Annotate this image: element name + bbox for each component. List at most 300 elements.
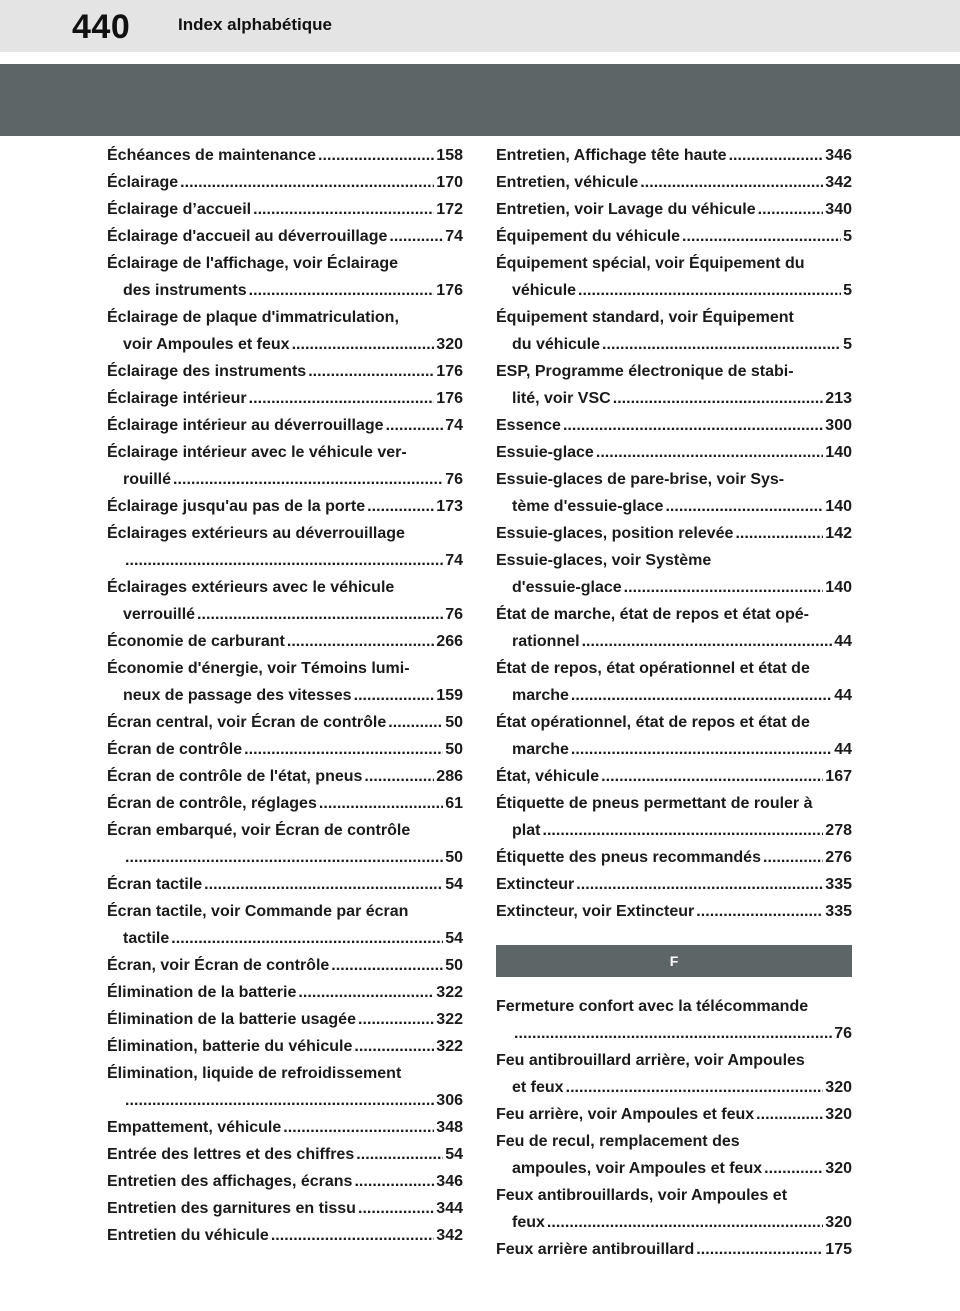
leader-dots	[308, 358, 434, 385]
index-entry-row	[496, 628, 852, 655]
index-entry-line: Économie d'énergie, voir Témoins lumi-	[107, 660, 410, 677]
leader-dots	[696, 898, 823, 925]
index-entry-page: 76	[834, 1025, 852, 1042]
index-entry-page: 213	[825, 390, 852, 407]
index-entry	[107, 196, 463, 223]
index-entry-row	[496, 1209, 852, 1236]
leader-dots	[514, 1020, 832, 1047]
index-entry-row	[496, 277, 852, 304]
leader-dots	[331, 952, 443, 979]
leader-dots	[596, 439, 823, 466]
index-entry-term: des instruments	[123, 282, 247, 299]
index-entry-term: Éclairage	[107, 174, 179, 191]
index-entry-page: 320	[825, 1214, 852, 1231]
index-entry-page: 266	[436, 633, 463, 650]
leader-dots	[180, 169, 434, 196]
page-number: 440	[72, 8, 131, 46]
index-entry-row	[496, 817, 852, 844]
leader-dots	[197, 601, 443, 628]
index-entry	[107, 1222, 463, 1249]
leader-dots	[696, 1236, 823, 1263]
leader-dots	[735, 520, 823, 547]
index-entry-term: Extincteur, voir Extincteur	[496, 903, 695, 920]
index-entry-line: Éclairage intérieur avec le véhicule ver-	[107, 444, 407, 461]
leader-dots	[729, 142, 824, 169]
leader-dots	[364, 763, 434, 790]
index-entry-page: 54	[445, 876, 463, 893]
index-entry-term: verrouillé	[123, 606, 196, 623]
index-entry-term: Éclairage des instruments	[107, 363, 307, 380]
index-entry-row	[107, 1033, 463, 1060]
index-entry-term: Essuie-glaces, position relevée	[496, 525, 734, 542]
leader-dots	[319, 790, 443, 817]
index-entry-term: lité, voir VSC	[512, 390, 611, 407]
index-entry-page: 74	[445, 417, 463, 434]
index-entry-row	[107, 277, 463, 304]
index-entry-page: 320	[436, 336, 463, 353]
index-entry	[107, 358, 463, 385]
leader-dots	[640, 169, 823, 196]
index-entry-row	[107, 1141, 463, 1168]
index-entry-line: Équipement standard, voir Équipement	[496, 309, 794, 326]
index-entry-page: 140	[825, 498, 852, 515]
index-entry-term: Équipement du véhicule	[496, 228, 681, 245]
index-entry-row	[107, 736, 463, 763]
index-entry-row	[496, 439, 852, 466]
leader-dots	[318, 142, 434, 169]
leader-dots	[576, 871, 823, 898]
index-entry-line: Essuie-glaces, voir Système	[496, 552, 712, 569]
index-entry-row	[107, 979, 463, 1006]
index-entry	[496, 304, 852, 358]
index-entry-page: 342	[825, 174, 852, 191]
index-entry-term: Éclairage d'accueil au déverrouillage	[107, 228, 388, 245]
index-entry-row	[107, 952, 463, 979]
index-entry-page: 5	[843, 336, 852, 353]
index-entry-term: Empattement, véhicule	[107, 1119, 282, 1136]
leader-dots	[287, 628, 434, 655]
index-entry-page: 320	[825, 1106, 852, 1123]
leader-dots	[571, 682, 832, 709]
index-entry-page: 44	[834, 741, 852, 758]
index-entry	[496, 1182, 852, 1236]
leader-dots	[204, 871, 443, 898]
index-entry-page: 176	[436, 363, 463, 380]
index-entry	[496, 169, 852, 196]
index-entry	[107, 1195, 463, 1222]
index-entry-line: Éclairage de l'affichage, voir Éclairage	[107, 255, 399, 272]
leader-dots	[624, 574, 824, 601]
index-entry-row	[107, 493, 463, 520]
index-entry-term: Entrée des lettres et des chiffres	[107, 1146, 355, 1163]
leader-dots	[582, 628, 833, 655]
index-entry-line: Étiquette de pneus permettant de rouler à	[496, 795, 813, 812]
index-entry-row	[496, 196, 852, 223]
index-entry	[107, 250, 463, 304]
index-entry-row	[107, 385, 463, 412]
index-entry-line: Écran tactile, voir Commande par écran	[107, 903, 409, 920]
leader-dots	[271, 1222, 434, 1249]
index-entry	[496, 898, 852, 925]
index-section-f	[496, 993, 852, 1263]
index-entry	[496, 412, 852, 439]
index-entry-row	[107, 547, 463, 574]
index-entry-term: Feux arrière antibrouillard	[496, 1241, 695, 1258]
index-entry-line: Feux antibrouillards, voir Ampoules et	[496, 1187, 788, 1204]
section-letter-f: F	[496, 945, 852, 977]
index-entry-term: Entretien des garnitures en tissu	[107, 1200, 356, 1217]
index-entry-page: 348	[436, 1119, 463, 1136]
index-entry-page: 74	[445, 552, 463, 569]
index-entry-term: et feux	[512, 1079, 564, 1096]
index-entry-page: 322	[436, 1038, 463, 1055]
index-entry-term: Écran de contrôle de l'état, pneus	[107, 768, 363, 785]
index-entry	[107, 520, 463, 574]
index-entry	[496, 993, 852, 1047]
leader-dots	[388, 709, 443, 736]
index-entry-term: Entretien, voir Lavage du véhicule	[496, 201, 756, 218]
index-entry	[107, 790, 463, 817]
leader-dots	[367, 493, 434, 520]
leader-dots	[756, 1101, 823, 1128]
index-entry-row	[496, 763, 852, 790]
leader-dots	[542, 817, 823, 844]
section-title: Index alphabétique	[178, 15, 332, 34]
index-entry-page: 340	[825, 201, 852, 218]
index-entry-term: Élimination de la batterie	[107, 984, 297, 1001]
index-entry	[107, 952, 463, 979]
index-entry-page: 50	[445, 714, 463, 731]
leader-dots	[125, 844, 443, 871]
leader-dots	[249, 385, 435, 412]
index-entry-row	[107, 142, 463, 169]
index-entry-line: Écran embarqué, voir Écran de contrôle	[107, 822, 411, 839]
leader-dots	[758, 196, 824, 223]
index-entry-term: Extincteur	[496, 876, 575, 893]
index-entry-page: 61	[445, 795, 463, 812]
index-entry-row	[107, 1168, 463, 1195]
index-entry-page: 50	[445, 741, 463, 758]
index-entry-row	[496, 1155, 852, 1182]
index-entry-page: 276	[825, 849, 852, 866]
index-entry-page: 322	[436, 1011, 463, 1028]
index-entry-term: d'essuie-glace	[512, 579, 622, 596]
index-entry-line: État de repos, état opérationnel et état de	[496, 660, 810, 677]
index-entry-row	[496, 1020, 852, 1047]
index-entry-page: 344	[436, 1200, 463, 1217]
index-entry	[496, 655, 852, 709]
index-entry	[496, 520, 852, 547]
index-entry-page: 44	[834, 687, 852, 704]
leader-dots	[249, 277, 435, 304]
index-entry-term: Étiquette des pneus recommandés	[496, 849, 761, 866]
index-entry-page: 346	[436, 1173, 463, 1190]
leader-dots	[601, 763, 823, 790]
index-entry	[496, 871, 852, 898]
index-entry	[107, 655, 463, 709]
index-entry-term: feux	[512, 1214, 545, 1231]
index-entry-term: Écran, voir Écran de contrôle	[107, 957, 330, 974]
leader-dots	[354, 682, 435, 709]
index-entry-page: 306	[436, 1092, 463, 1109]
index-entry-row	[107, 223, 463, 250]
index-entry-line: Feu de recul, remplacement des	[496, 1133, 740, 1150]
index-entry-term: du véhicule	[512, 336, 601, 353]
leader-dots	[563, 412, 823, 439]
index-entry-term: tème d'essuie-glace	[512, 498, 664, 515]
index-entry-row	[107, 682, 463, 709]
index-entry	[496, 1128, 852, 1182]
index-entry-term: rationnel	[512, 633, 580, 650]
index-entry	[496, 142, 852, 169]
index-entry-line: Éclairages extérieurs avec le véhicule	[107, 579, 395, 596]
leader-dots	[356, 1141, 443, 1168]
leader-dots	[125, 1087, 434, 1114]
index-entry-line: Feu antibrouillard arrière, voir Ampoules	[496, 1052, 805, 1069]
leader-dots	[292, 331, 435, 358]
index-entry-term: Écran tactile	[107, 876, 203, 893]
index-entry-line: Éclairages extérieurs au déverrouillage	[107, 525, 405, 542]
index-entry-term: Entretien des affichages, écrans	[107, 1173, 353, 1190]
index-entry-term: Entretien, véhicule	[496, 174, 639, 191]
leader-dots	[566, 1074, 824, 1101]
index-entry-page: 335	[825, 903, 852, 920]
index-entry-row	[496, 736, 852, 763]
index-entry-page: 142	[825, 525, 852, 542]
index-entry-page: 176	[436, 390, 463, 407]
index-entry	[107, 817, 463, 871]
index-entry-row	[107, 925, 463, 952]
leader-dots	[358, 1006, 434, 1033]
index-entry-term: Éclairage jusqu'au pas de la porte	[107, 498, 366, 515]
index-entry-page: 140	[825, 579, 852, 596]
index-entry-term: véhicule	[512, 282, 577, 299]
index-entry	[107, 1006, 463, 1033]
index-entry-term: Éclairage intérieur au déverrouillage	[107, 417, 384, 434]
index-entry-page: 54	[445, 930, 463, 947]
index-entry-term: Éclairage d’accueil	[107, 201, 252, 218]
index-entry-term: Entretien, Affichage tête haute	[496, 147, 727, 164]
index-entry-row	[496, 223, 852, 250]
index-entry-page: 322	[436, 984, 463, 1001]
index-entry-page: 176	[436, 282, 463, 299]
index-entry-term: marche	[512, 687, 569, 704]
index-entry	[107, 628, 463, 655]
index-entry	[107, 1168, 463, 1195]
index-entry-term: plat	[512, 822, 541, 839]
index-entry-row	[496, 1074, 852, 1101]
index-entry-row	[107, 1114, 463, 1141]
index-entry-row	[496, 1101, 852, 1128]
index-entry-row	[107, 601, 463, 628]
index-entry	[496, 709, 852, 763]
index-entry-page: 5	[843, 228, 852, 245]
index-entry	[107, 709, 463, 736]
leader-dots	[763, 844, 823, 871]
index-entry	[107, 898, 463, 952]
leader-dots	[389, 223, 443, 250]
index-entry	[496, 1236, 852, 1263]
index-entry-line: Essuie-glaces de pare-brise, voir Sys-	[496, 471, 785, 488]
index-entry-row	[107, 844, 463, 871]
leader-dots	[578, 277, 841, 304]
index-entry-row	[496, 331, 852, 358]
index-entry	[107, 1033, 463, 1060]
index-entry-term: Essuie-glace	[496, 444, 594, 461]
index-entry	[107, 304, 463, 358]
index-entry	[496, 439, 852, 466]
index-entry-row	[496, 412, 852, 439]
index-entry	[496, 466, 852, 520]
index-entry-row	[496, 493, 852, 520]
index-entry-page: 76	[445, 606, 463, 623]
index-entry	[107, 493, 463, 520]
index-column-right	[496, 142, 852, 1263]
index-entry-page: 158	[436, 147, 463, 164]
leader-dots	[358, 1195, 434, 1222]
index-entry	[107, 142, 463, 169]
index-entry-row	[496, 844, 852, 871]
index-entry-page: 50	[445, 957, 463, 974]
index-entry-row	[107, 1195, 463, 1222]
index-entry-line: Équipement spécial, voir Équipement du	[496, 255, 805, 272]
index-entry-row	[107, 790, 463, 817]
index-entry-line: État opérationnel, état de repos et état de	[496, 714, 810, 731]
index-entry-row	[496, 169, 852, 196]
index-entry-row	[107, 1006, 463, 1033]
leader-dots	[547, 1209, 823, 1236]
leader-dots	[354, 1033, 434, 1060]
index-entry-page: 76	[445, 471, 463, 488]
index-entry	[107, 736, 463, 763]
header-dark-band	[0, 64, 960, 136]
leader-dots	[682, 223, 841, 250]
index-entry-term: Écran de contrôle, réglages	[107, 795, 317, 812]
index-entry-term: Écran de contrôle	[107, 741, 243, 758]
leader-dots	[298, 979, 434, 1006]
index-entry-term: Écran central, voir Écran de contrôle	[107, 714, 387, 731]
index-entry-page: 278	[825, 822, 852, 839]
index-entry	[496, 1101, 852, 1128]
index-entry-page: 74	[445, 228, 463, 245]
index-entry-term: Éclairage intérieur	[107, 390, 247, 407]
index-entry-term: marche	[512, 741, 569, 758]
index-entry-page: 342	[436, 1227, 463, 1244]
index-entry-page: 320	[825, 1079, 852, 1096]
index-entry-page: 335	[825, 876, 852, 893]
index-entry	[107, 1060, 463, 1114]
index-entry	[496, 763, 852, 790]
index-entry-row	[107, 466, 463, 493]
index-entry	[107, 223, 463, 250]
index-entry-term: Économie de carburant	[107, 633, 285, 650]
index-entry-line: État de marche, état de repos et état opé-	[496, 606, 809, 623]
index-entry-row	[496, 385, 852, 412]
index-entry-page: 44	[834, 633, 852, 650]
index-entry-page: 167	[825, 768, 852, 785]
index-column-left	[107, 142, 463, 1249]
index-entry	[107, 574, 463, 628]
index-entry-row	[496, 898, 852, 925]
index-entry-term: Entretien du véhicule	[107, 1227, 269, 1244]
index-entry	[496, 223, 852, 250]
index-entry-row	[107, 412, 463, 439]
index-entry-term: Échéances de maintenance	[107, 147, 316, 164]
index-entry	[107, 763, 463, 790]
index-entry-row	[107, 1087, 463, 1114]
index-entry	[107, 1114, 463, 1141]
index-entry	[496, 1047, 852, 1101]
index-entry	[496, 250, 852, 304]
leader-dots	[244, 736, 443, 763]
index-entry-page: 140	[825, 444, 852, 461]
index-entry-row	[496, 871, 852, 898]
index-entry	[107, 385, 463, 412]
index-entry-page: 172	[436, 201, 463, 218]
index-entry-line: ESP, Programme électronique de stabi-	[496, 363, 794, 380]
index-entry-row	[496, 574, 852, 601]
index-entry-term: neux de passage des vitesses	[123, 687, 352, 704]
index-entry-row	[107, 358, 463, 385]
leader-dots	[125, 547, 443, 574]
index-entry	[107, 871, 463, 898]
index-entry-row	[107, 871, 463, 898]
index-entry-page: 159	[436, 687, 463, 704]
index-entry-row	[107, 763, 463, 790]
leader-dots	[602, 331, 841, 358]
index-entry-page: 346	[825, 147, 852, 164]
index-entry-page: 5	[843, 282, 852, 299]
index-entry-page: 320	[825, 1160, 852, 1177]
leader-dots	[173, 466, 443, 493]
index-entry-page: 173	[436, 498, 463, 515]
leader-dots	[354, 1168, 434, 1195]
index-entry-page: 286	[436, 768, 463, 785]
leader-dots	[253, 196, 434, 223]
leader-dots	[283, 1114, 434, 1141]
index-entry-term: ampoules, voir Ampoules et feux	[512, 1160, 763, 1177]
index-entry	[107, 169, 463, 196]
index-entry-page: 50	[445, 849, 463, 866]
index-entry-line: Élimination, liquide de refroidissement	[107, 1065, 402, 1082]
index-entry-term: voir Ampoules et feux	[123, 336, 290, 353]
index-entry-line: Éclairage de plaque d'immatriculation,	[107, 309, 399, 326]
index-entry	[496, 790, 852, 844]
index-entry	[496, 601, 852, 655]
leader-dots	[571, 736, 832, 763]
leader-dots	[386, 412, 444, 439]
index-entry	[107, 1141, 463, 1168]
index-entry-line: Fermeture confort avec la télécommande	[496, 998, 809, 1015]
index-entry-row	[496, 682, 852, 709]
index-entry-page: 300	[825, 417, 852, 434]
index-entry-term: tactile	[123, 930, 170, 947]
index-entry-term: rouillé	[123, 471, 172, 488]
index-section-e-continued	[496, 142, 852, 925]
leader-dots	[171, 925, 443, 952]
index-entry	[107, 979, 463, 1006]
index-entry-term: Élimination, batterie du véhicule	[107, 1038, 353, 1055]
index-entry-row	[496, 1236, 852, 1263]
index-entry	[496, 196, 852, 223]
index-entry-term: État, véhicule	[496, 768, 600, 785]
index-entry-row	[107, 628, 463, 655]
header-band	[0, 0, 960, 52]
index-entry-term: Essence	[496, 417, 561, 434]
index-entry-term: Élimination de la batterie usagée	[107, 1011, 356, 1028]
leader-dots	[764, 1155, 823, 1182]
index-entry	[496, 547, 852, 601]
